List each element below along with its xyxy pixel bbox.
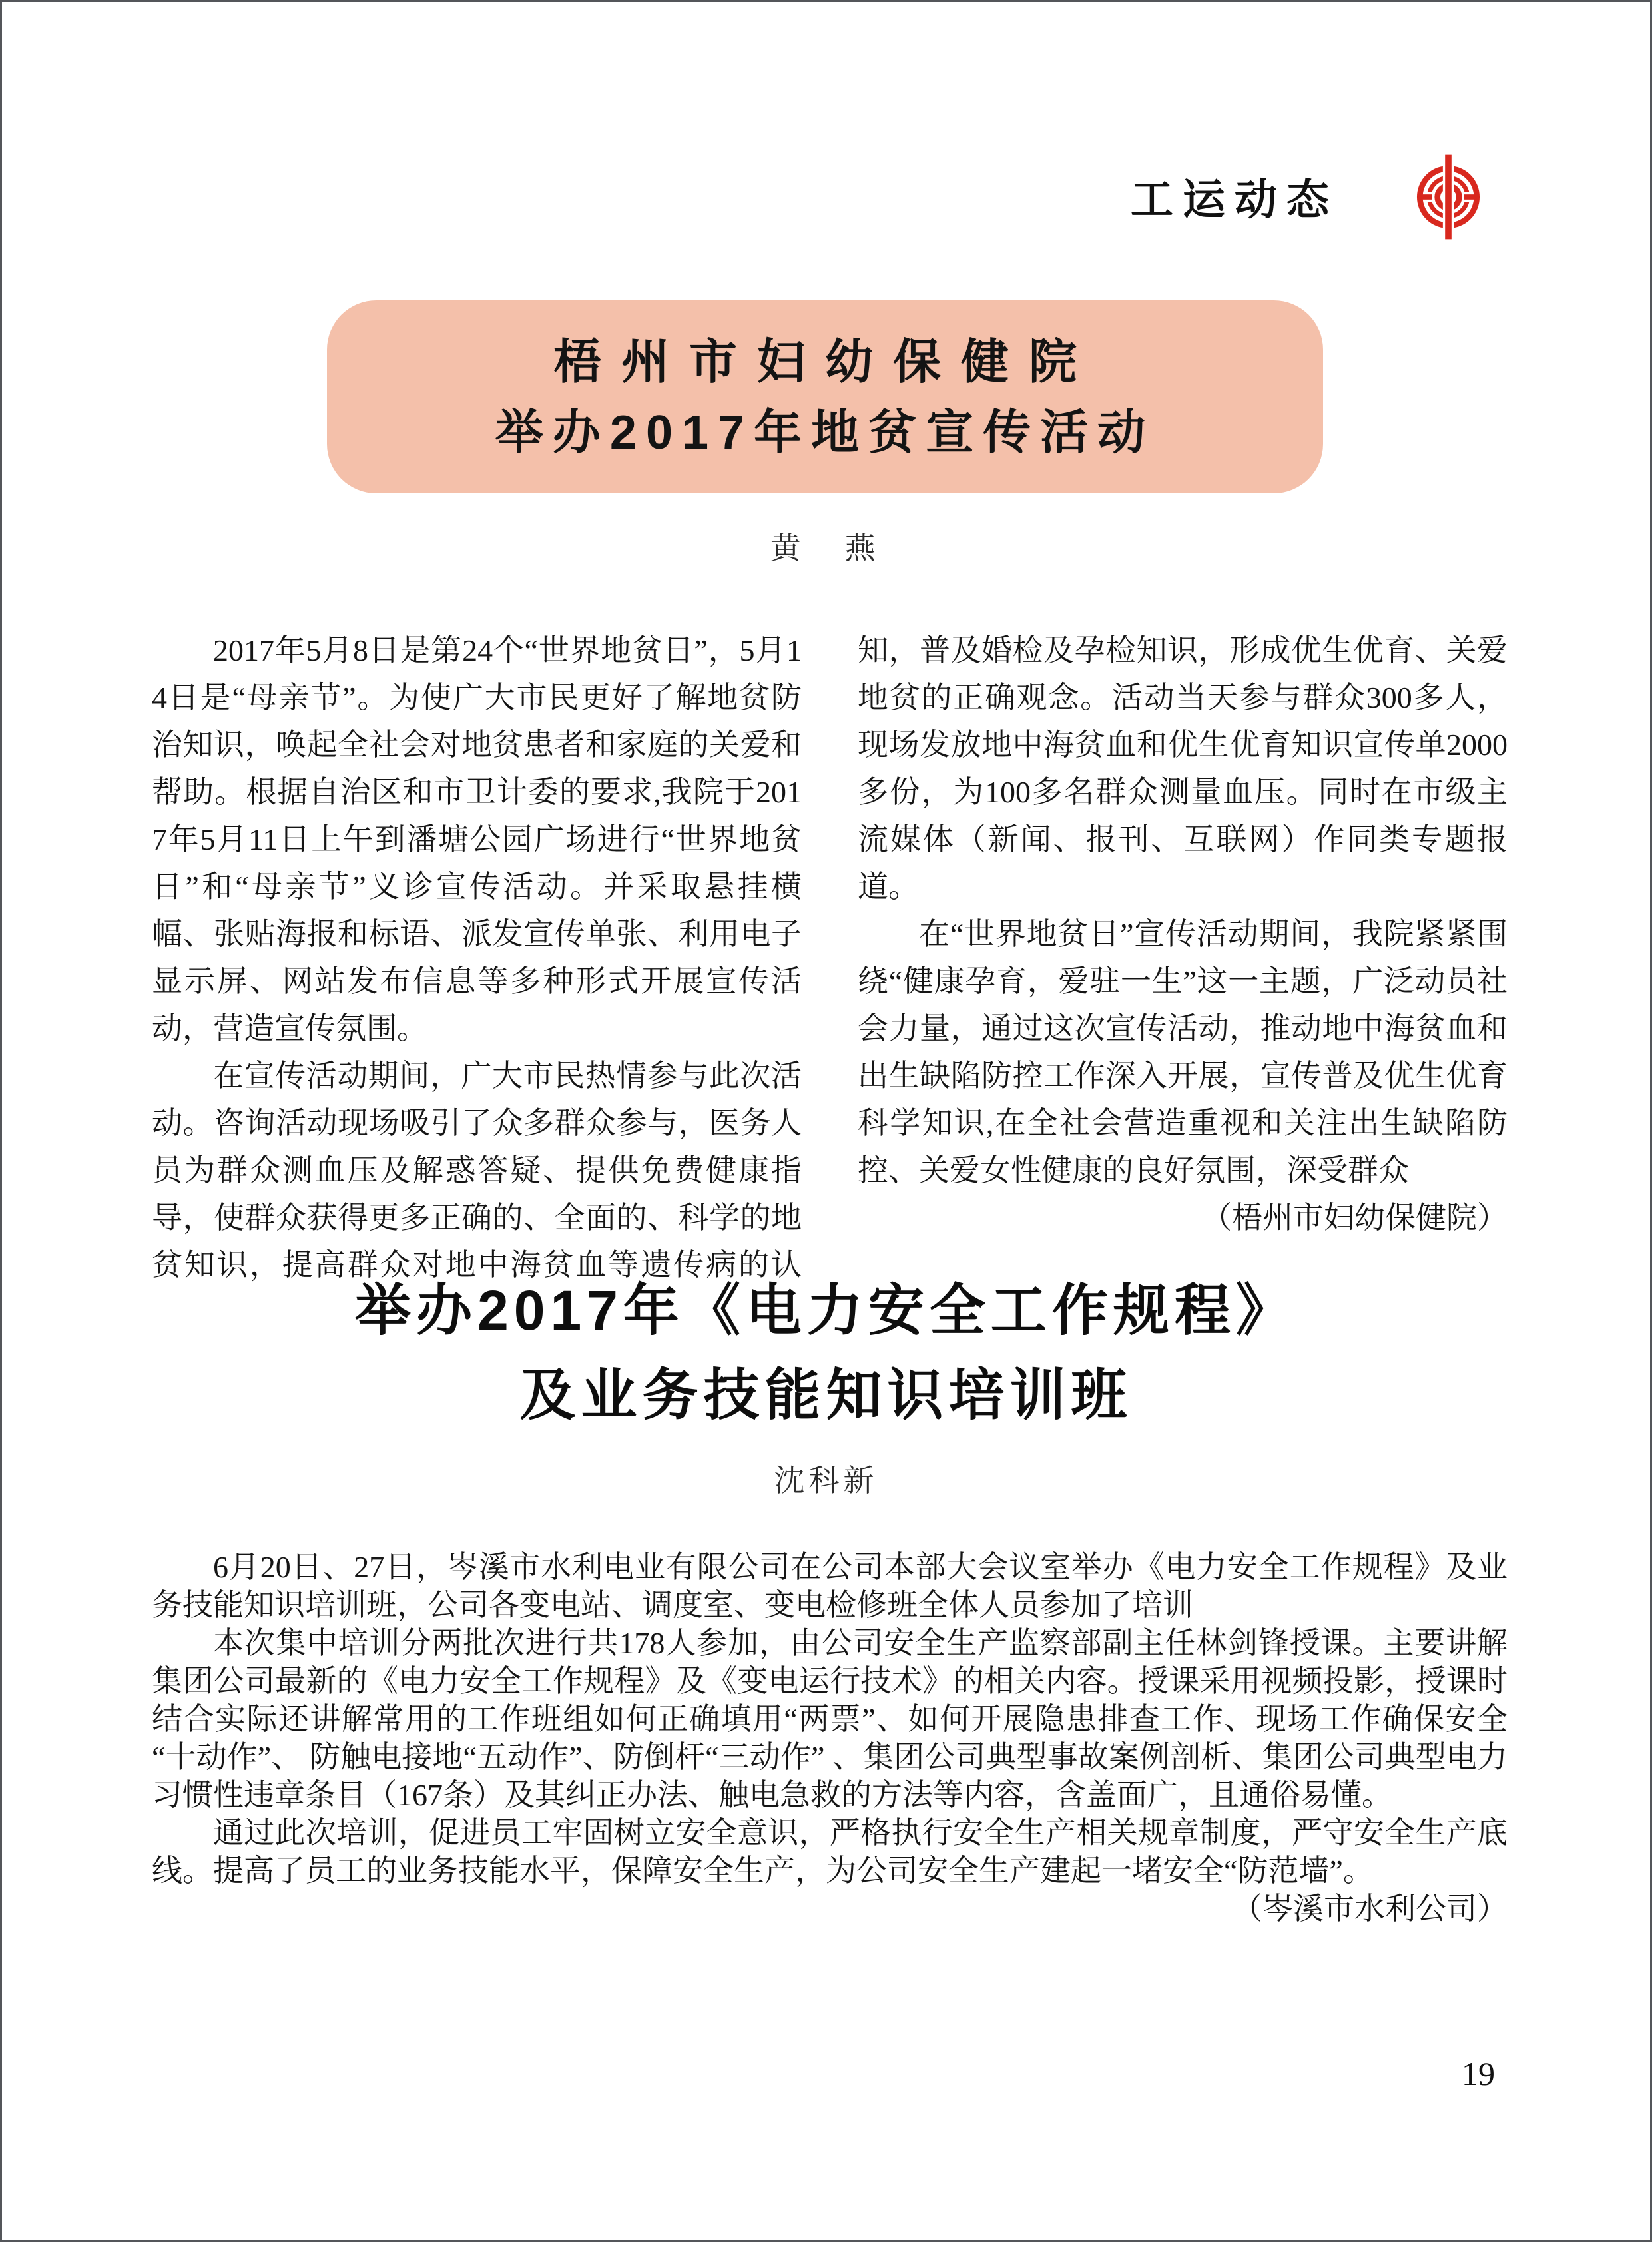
article1-paragraph-1: 2017年5月8日是第24个“世界地贫日”，5月14日是“母亲节”。为使广大市民更好了解地贫防治知识，唤起全社会对地贫患者和家庭的关爱和帮助。根据自治区和市卫计委的要求,我院于2017年5月11日上午到潘塘公园广场进行“世界地贫日”和“母亲节”义诊宣传活动。并采取悬挂横幅、张贴海报和标语、派发宣传单张、利用电子显示屏、网站发布信息等多种形式开展宣传活动，营造宣传氛围。 [152,633,802,1045]
article2-author: 沈科新 [774,1463,878,1498]
page-number: 19 [1462,2055,1495,2092]
article1-title-line2: 举办2017年地贫宣传活动 [495,406,1155,459]
article1-title-line1: 梧州市妇幼保健院 [553,336,1097,389]
article1-body [152,627,1508,1294]
article1-attribution: （梧州市妇幼保健院） [1201,1201,1508,1235]
article1-author: 黄 燕 [770,531,882,565]
article1-paragraph-3-text: 在“世界地贫日”宣传活动期间，我院紧紧围绕“健康孕育，爱驻一生”这一主题，广泛动员社会力量，通过这次宣传活动，推动地中海贫血和出生缺陷防控工作深入开展，宣传普及优生优育科学知识,在全社会营造重视和关注出生缺陷防控、关爱女性健康的良好氛围，深受群众 [858,917,1508,1187]
union-logo-icon [1416,154,1480,240]
article2-paragraph-2: 本次集中培训分两批次进行共178人参加，由公司安全生产监察部副主任林剑锋授课。主要讲解集团公司最新的《电力安全工作规程》及《变电运行技术》的相关内容。授课采用视频投影，授课时结合实际还讲解常用的工作班组如何正确填用“两票”、如何开展隐患排查工作、现场工作确保安全“十动作”、 防触电接地“五动作”、防倒杆“三动作” 、集团公司典型事故案例剖析、集团公司典型电力习惯性违章条目（167条）及其纠正办法、触电急救的方法等内容，含盖面广，且通俗易懂。 [152,1626,1508,1812]
article2-title [2,1268,1650,1438]
article1-paragraph-3 [858,910,1508,1235]
article1-paragraph-2: 在宣传活动期间，广大市民热情参与此次活动。咨询活动现场吸引了众多群众参与，医务人员为群众测血压及解惑答疑、提供免费健康指导，使群众获得更多正确的、全面的、科学的地贫知识，提高群众对地中海贫血等遗传病的认知，普及婚检及孕检知识，形成优生优育、关爱地贫的正确观念。活动当天参与群众300多人，现场发放地中海贫血和优生优育知识宣传单2000多份，为100多名群众测量血压。同时在市级主流媒体（新闻、报刊、互联网）作同类专题报道。 [152,633,1508,1282]
article2-paragraph-1: 6月20日、27日，岑溪市水利电业有限公司在公司本部大会议室举办《电力安全工作规程》及业务技能知识培训班，公司各变电站、调度室、变电检修班全体人员参加了培训 [152,1550,1508,1622]
article2-body [152,1548,1508,1928]
section-title: 工运动态 [1131,175,1338,225]
article2-attribution: （岑溪市水利公司） [1232,1892,1508,1926]
article2-paragraph-3: 通过此次培训，促进员工牢固树立安全意识，严格执行安全生产相关规章制度，严守安全生产底线。提高了员工的业务技能水平，保障安全生产，为公司安全生产建起一堵安全“防范墙”。 [152,1816,1508,1888]
article2-title-line2: 及业务技能知识培训班 [519,1364,1133,1426]
article1-title-box [327,300,1323,493]
article2-title-line1: 举办2017年《电力安全工作规程》 [355,1279,1297,1342]
